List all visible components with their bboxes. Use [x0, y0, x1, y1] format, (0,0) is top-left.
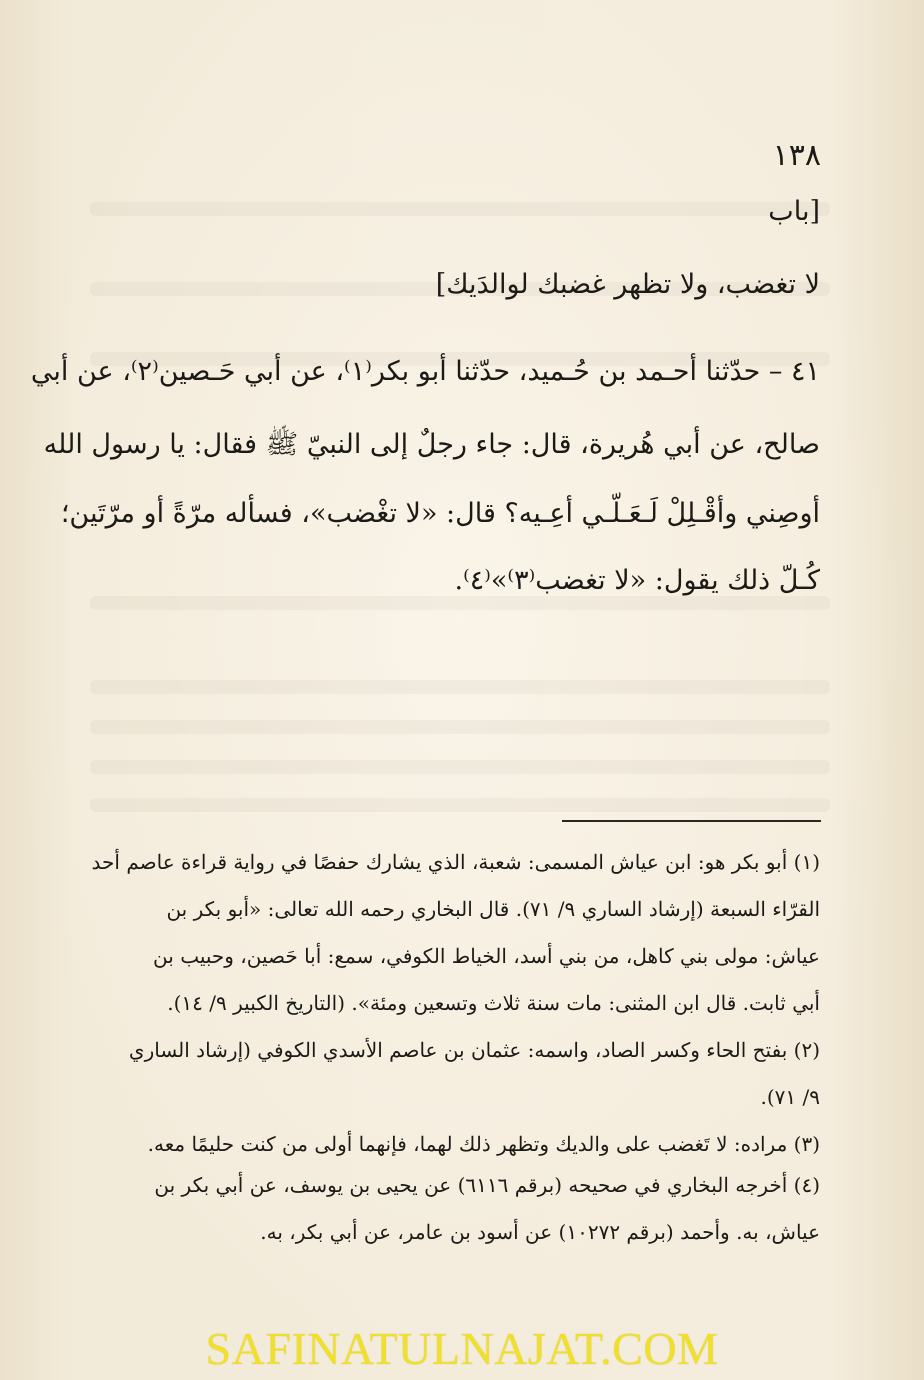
footnote-line: (٤) أخرجه البخاري في صحيحه (برقم ٦١١٦) عن يحيى بن يوسف، عن أبي بكر بن [154, 1173, 820, 1197]
hadith-line: صالح، عن أبي هُريرة، قال: جاء رجلٌ إلى النبيّ ﷺ فقال: يا رسول الله [43, 429, 820, 460]
footnote-line: (٣) مراده: لا تَغضب على والديك وتظهر ذلك لهما، فإنهما أولى من كنت حليمًا معه. [147, 1132, 820, 1156]
bleed-through-shadow [90, 202, 830, 216]
footnote-line: (٢) بفتح الحاء وكسر الصاد، واسمه: عثمان بن عاصم الأسدي الكوفي (إرشاد الساري [128, 1038, 820, 1062]
footnote-line: ٩/ ٧١). [760, 1085, 820, 1109]
bleed-through-shadow [90, 596, 830, 610]
footnote-line: أبي ثابت. قال ابن المثنى: مات سنة ثلاث وتسعين ومئة». (التاريخ الكبير ٩/ ١٤). [167, 991, 820, 1015]
bleed-through-shadow [90, 720, 830, 734]
bleed-through-shadow [90, 798, 830, 812]
page-number: ١٣٨ [772, 138, 821, 173]
bleed-through-shadow [90, 680, 830, 694]
chapter-subheading: لا تغضب، ولا تظهر غضبك لوالدَيك] [435, 269, 820, 300]
footnote-line: عياش: مولى بني كاهل، من بني أسد، الخياط الكوفي، سمع: أبا حَصين، وحبيب بن [153, 944, 820, 968]
hadith-line: أوصِني وأقْـلِلْ لَـعَـلّـي أعِـيه؟ قال: «لا تغْضب»، فسأله مرّةً أو مرّتَين؛ [60, 498, 820, 529]
chapter-heading: [باب [768, 196, 820, 227]
bleed-through-shadow [90, 760, 830, 774]
hadith-line: ٤١ – حدّثنا أحـمد بن حُـميد، حدّثنا أبو بكر⁽١⁾، عن أبي حَـصين⁽٢⁾، عن أبي [30, 356, 820, 387]
footnote-line: عياش، به. وأحمد (برقم ١٠٢٧٢) عن أسود بن عامر، عن أبي بكر، به. [260, 1220, 820, 1244]
footnote-line: القرّاء السبعة (إرشاد الساري ٩/ ٧١). قال البخاري رحمه الله تعالى: «أبو بكر بن [166, 897, 820, 921]
site-watermark: SAFINATULNAJAT.COM [205, 1323, 719, 1374]
hadith-line: كُـلّ ذلك يقول: «لا تغضب⁽٣⁾»⁽٤⁾. [454, 565, 820, 596]
footnote-line: (١) أبو بكر هو: ابن عياش المسمى: شعبة، الذي يشارك حفصًا في رواية قراءة عاصم أحد [91, 850, 820, 874]
footnote-divider [562, 820, 821, 822]
